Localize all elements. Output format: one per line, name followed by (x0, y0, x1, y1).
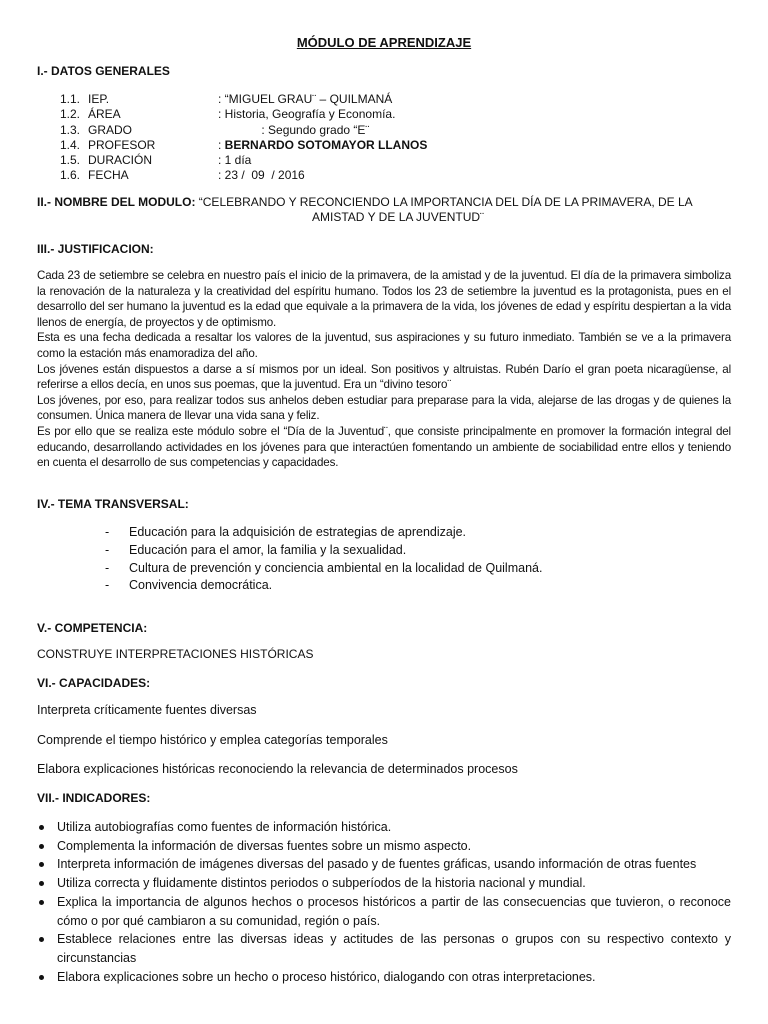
section-heading-justificacion: III.- JUSTIFICACION: (37, 242, 154, 256)
tema-transversal-list (105, 524, 542, 595)
list-item: Utiliza autobiografías como fuentes de información histórica. (37, 818, 731, 837)
row-label: PROFESOR (88, 137, 156, 152)
list-item: - Convivencia democrática. (105, 577, 542, 595)
row-number: 1.1. (60, 92, 81, 106)
list-item: - Cultura de prevención y conciencia ambiental en la localidad de Quilmaná. (105, 560, 542, 578)
competencia-text: CONSTRUYE INTERPRETACIONES HISTÓRICAS (37, 647, 314, 661)
bullet-icon (39, 937, 44, 942)
list-item: Utiliza correcta y fluidamente distintos periodos o subperíodos de la historia nacional y mundial. (37, 874, 731, 893)
justificacion-text (37, 268, 731, 471)
bullet-icon (39, 881, 44, 886)
justificacion-paragraph: Los jóvenes están dispuestos a darse a sí mismos por un ideal. Son positivos y altruistas. Rubén Darío el gran poeta nicaragüense, al referirse a ellos decía, en unos sus poemas, que la juventud. Era un “divino tesoro¨ (37, 362, 731, 392)
list-item: - Educación para la adquisición de estrategias de aprendizaje. (105, 524, 542, 542)
nombre-line-1 (37, 195, 737, 210)
section-heading-datos-generales: I.- DATOS GENERALES (37, 64, 170, 78)
row-label: ÁREA (88, 107, 121, 122)
row-number: 1.5. (60, 153, 81, 168)
nombre-text-1: “CELEBRANDO Y RECONCIENDO LA IMPORTANCIA DEL DÍA DE LA PRIMAVERA, DE LA (195, 195, 693, 209)
document-title: MÓDULO DE APRENDIZAJE (296, 35, 472, 50)
indicadores-list (37, 818, 731, 986)
row-label: DURACIÓN (88, 153, 153, 168)
section-heading-tema-transversal: IV.- TEMA TRANSVERSAL: (37, 497, 189, 511)
justificacion-paragraph: Es por ello que se realiza este módulo sobre el “Día de la Juventud¨, que consiste principalmente en promover la formación integral del educando, desarrollando actividades en los jóvenes para que interactúen fomentando un ambiente de sociabilidad entre ellos y teniendo en cuenta el desarrollo de sus competencias y capacidades. (37, 424, 731, 470)
capacidad-item: Comprende el tiempo histórico y emplea categorías temporales (37, 733, 388, 747)
dash-marker: - (105, 560, 110, 575)
row-label: IEP. (88, 92, 110, 106)
row-value: : Historia, Geografía y Economía. (218, 107, 396, 122)
dash-marker: - (105, 578, 110, 593)
list-item: Elabora explicaciones sobre un hecho o proceso histórico, dialogando con otras interpretaciones. (37, 968, 731, 987)
row-value: : “MIGUEL GRAU¨ – QUILMANÁ (218, 92, 393, 106)
row-value: : 1 día (218, 153, 252, 168)
nombre-text-2: AMISTAD Y DE LA JUVENTUD¨ (312, 210, 485, 224)
bullet-icon (39, 862, 44, 867)
list-item: - Educación para el amor, la familia y la sexualidad. (105, 542, 542, 560)
justificacion-paragraph: Los jóvenes, por eso, para realizar todos sus anhelos deben estudiar para preparase para la vida, alejarse de las drogas y de quienes la consumen. Única manera de llevar una vida sana y feliz. (37, 393, 731, 423)
list-item: Complementa la información de diversas fuentes sobre un mismo aspecto. (37, 837, 731, 856)
section-heading-capacidades: VI.- CAPACIDADES: (37, 676, 151, 690)
bullet-icon (39, 825, 44, 830)
capacidad-item: Interpreta críticamente fuentes diversas (37, 703, 257, 717)
list-item: Interpreta información de imágenes diversas del pasado y de fuentes gráficas, usando información de otras fuentes (37, 855, 731, 874)
row-number: 1.4. (60, 137, 81, 152)
justificacion-paragraph: Cada 23 de setiembre se celebra en nuestro país el inicio de la primavera, de la amistad y de la juventud. El día de la primavera simboliza la renovación de la naturaleza y la creatividad del espíritu humano. Todos los 23 de setiembre la juventud es la protagonista, pues en el desarrollo del ser humano la juventud es la edad que equivale a la primavera de la vida, los jóvenes de edad y espíritu despiertan a la vida llenos de energía, de proyectos y de optimismo. (37, 269, 731, 329)
dash-marker: - (105, 525, 110, 539)
row-number: 1.2. (60, 107, 81, 122)
section-heading-nombre: II.- NOMBRE DEL MODULO: (37, 195, 196, 209)
nombre-del-modulo (37, 195, 737, 225)
bullet-icon (39, 900, 44, 905)
bullet-icon (39, 844, 44, 849)
section-heading-competencia: V.- COMPETENCIA: (37, 621, 148, 635)
row-number: 1.6. (60, 168, 81, 183)
bullet-icon (39, 975, 44, 980)
list-item: Establece relaciones entre las diversas ideas y actitudes de las personas o grupos con su respectivo contexto y circunstancias (37, 930, 731, 967)
row-value: : 23 / 09 / 2016 (218, 168, 305, 183)
row-value: : Segundo grado “E¨ (218, 122, 370, 137)
capacidad-item: Elabora explicaciones históricas reconociendo la relevancia de determinados procesos (37, 762, 518, 776)
dash-marker: - (105, 542, 110, 557)
section-heading-indicadores: VII.- INDICADORES: (37, 791, 151, 805)
row-value: : BERNARDO SOTOMAYOR LLANOS (218, 137, 428, 152)
row-label: FECHA (88, 168, 129, 183)
row-number: 1.3. (60, 122, 81, 137)
row-label: GRADO (88, 122, 133, 137)
list-item: Explica la importancia de algunos hechos o procesos históricos a partir de las consecuencias que tuvieron, o reconoce cómo o por qué cambiaron a su comunidad, región o país. (37, 893, 731, 930)
justificacion-paragraph: Esta es una fecha dedicada a resaltar los valores de la juventud, sus aspiraciones y su futuro inmediato. También se ve a la primavera como la estación más enamoradiza del año. (37, 331, 731, 360)
